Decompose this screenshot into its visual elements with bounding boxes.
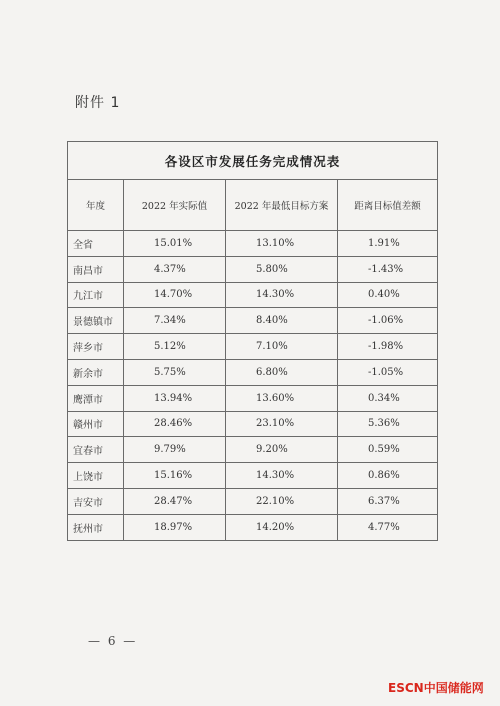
region-cell: 上饶市 [68, 463, 124, 489]
region-cell: 萍乡市 [68, 334, 124, 360]
gap-value-cell: 6.37% [338, 488, 438, 514]
header-cell-year: 年度 [68, 180, 124, 231]
gap-value-cell: 4.77% [338, 514, 438, 540]
task-completion-table [67, 141, 438, 541]
actual-value-cell: 14.70% [124, 282, 226, 308]
target-value-cell: 23.10% [226, 411, 338, 437]
table-row [68, 411, 438, 437]
region-cell: 全省 [68, 231, 124, 257]
target-value-cell: 13.60% [226, 385, 338, 411]
target-value-cell: 6.80% [226, 359, 338, 385]
page-number: — 6 — [88, 634, 138, 648]
table-body [68, 180, 438, 541]
table-row [68, 385, 438, 411]
header-cell-gap: 距离目标值差额 [338, 180, 438, 231]
table-row [68, 334, 438, 360]
table-row [68, 308, 438, 334]
table-row [68, 488, 438, 514]
gap-value-cell: 0.40% [338, 282, 438, 308]
gap-value-cell: 0.86% [338, 463, 438, 489]
target-value-cell: 5.80% [226, 256, 338, 282]
table-row [68, 514, 438, 540]
actual-value-cell: 13.94% [124, 385, 226, 411]
region-cell: 鹰潭市 [68, 385, 124, 411]
region-cell: 吉安市 [68, 488, 124, 514]
target-value-cell: 14.30% [226, 282, 338, 308]
table-row [68, 359, 438, 385]
table-header-row [68, 180, 438, 231]
gap-value-cell: 1.91% [338, 231, 438, 257]
actual-value-cell: 28.47% [124, 488, 226, 514]
region-cell: 宜春市 [68, 437, 124, 463]
region-cell: 抚州市 [68, 514, 124, 540]
table-title: 各设区市发展任务完成情况表 [68, 142, 438, 180]
table-row [68, 437, 438, 463]
actual-value-cell: 15.01% [124, 231, 226, 257]
target-value-cell: 8.40% [226, 308, 338, 334]
actual-value-cell: 7.34% [124, 308, 226, 334]
gap-value-cell: -1.05% [338, 359, 438, 385]
region-cell: 南昌市 [68, 256, 124, 282]
attachment-label: 附件 1 [75, 95, 121, 111]
region-cell: 景德镇市 [68, 308, 124, 334]
table-row [68, 256, 438, 282]
region-cell: 赣州市 [68, 411, 124, 437]
watermark-logo: ESCN中国储能网 [388, 681, 484, 695]
gap-value-cell: -1.06% [338, 308, 438, 334]
actual-value-cell: 9.79% [124, 437, 226, 463]
table-row [68, 463, 438, 489]
header-cell-actual: 2022 年实际值 [124, 180, 226, 231]
table-row [68, 231, 438, 257]
actual-value-cell: 5.75% [124, 359, 226, 385]
gap-value-cell: -1.98% [338, 334, 438, 360]
target-value-cell: 14.20% [226, 514, 338, 540]
region-cell: 九江市 [68, 282, 124, 308]
gap-value-cell: -1.43% [338, 256, 438, 282]
target-value-cell: 9.20% [226, 437, 338, 463]
actual-value-cell: 28.46% [124, 411, 226, 437]
task-completion-table-container [67, 141, 437, 541]
region-cell: 新余市 [68, 359, 124, 385]
gap-value-cell: 0.34% [338, 385, 438, 411]
gap-value-cell: 5.36% [338, 411, 438, 437]
target-value-cell: 22.10% [226, 488, 338, 514]
target-value-cell: 14.30% [226, 463, 338, 489]
table-row [68, 282, 438, 308]
target-value-cell: 7.10% [226, 334, 338, 360]
header-cell-target: 2022 年最低目标方案 [226, 180, 338, 231]
actual-value-cell: 4.37% [124, 256, 226, 282]
actual-value-cell: 18.97% [124, 514, 226, 540]
actual-value-cell: 5.12% [124, 334, 226, 360]
gap-value-cell: 0.59% [338, 437, 438, 463]
target-value-cell: 13.10% [226, 231, 338, 257]
actual-value-cell: 15.16% [124, 463, 226, 489]
